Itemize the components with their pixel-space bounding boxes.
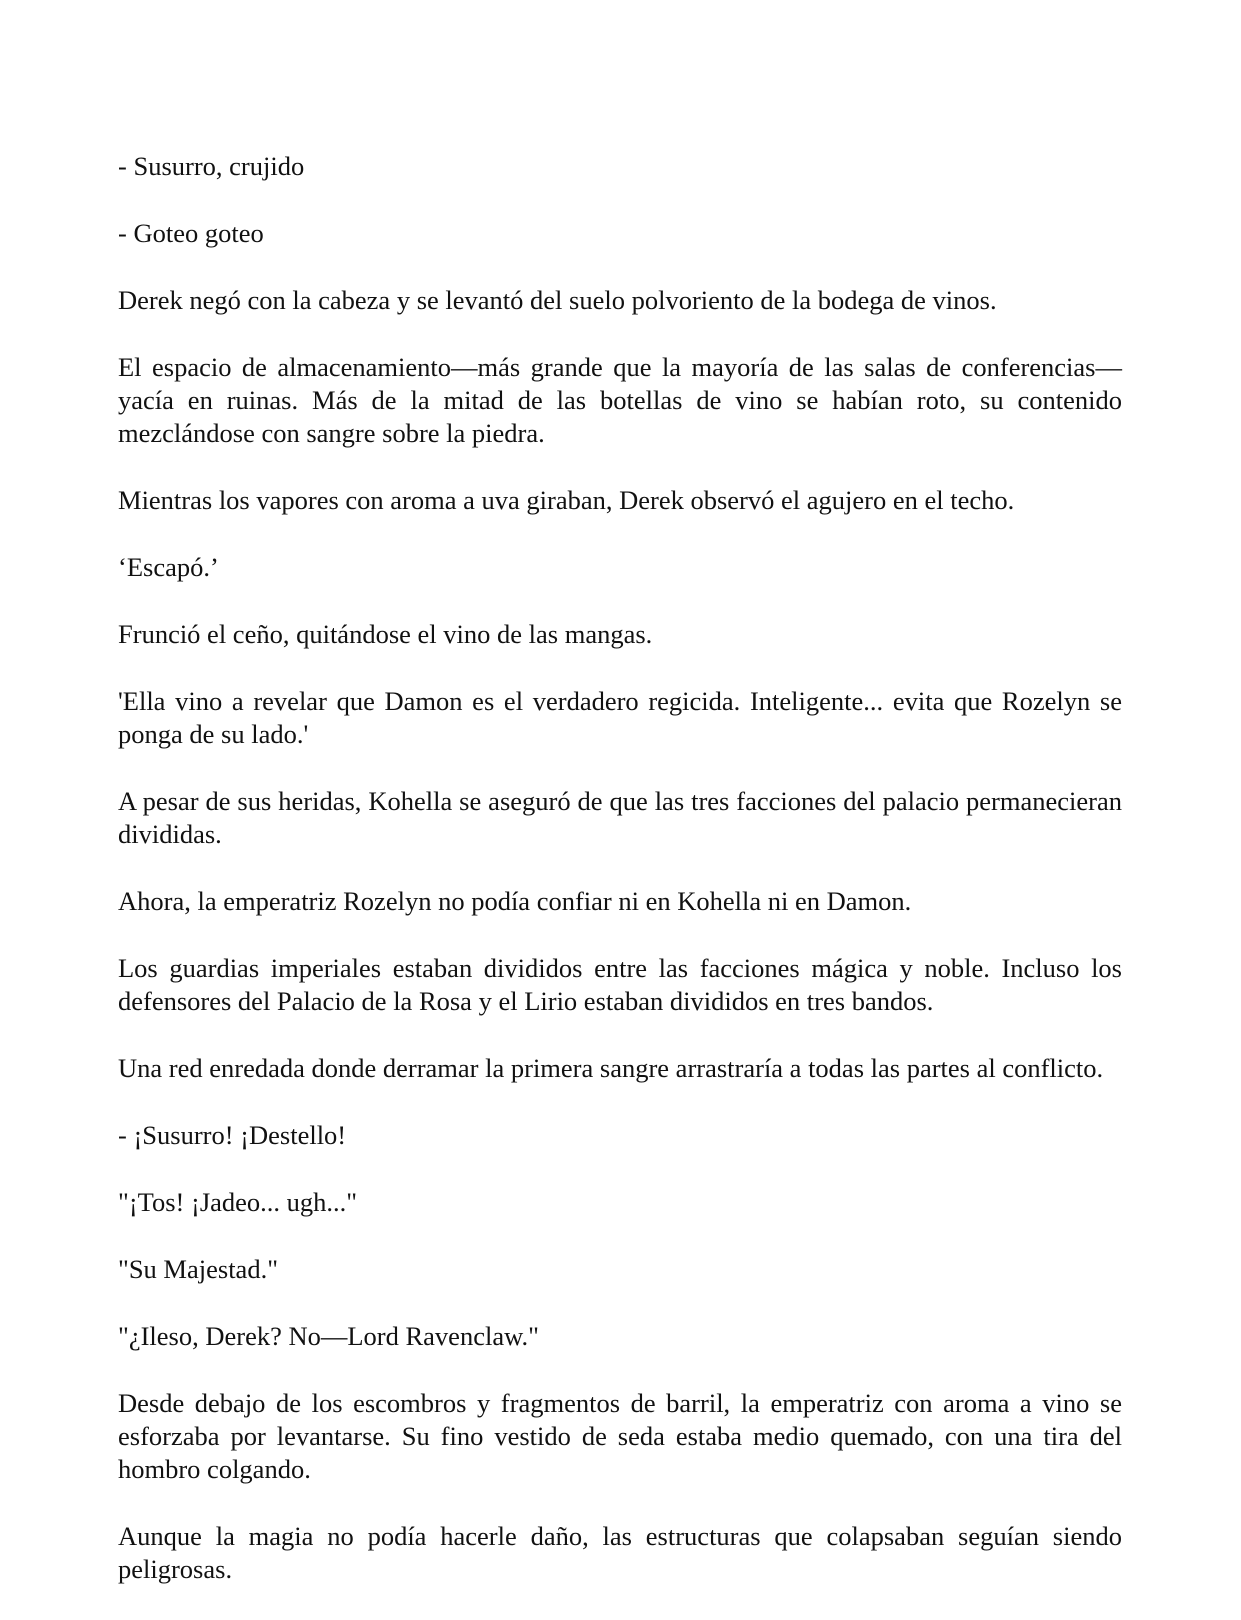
paragraph: El espacio de almacenamiento—más grande que la mayoría de las salas de conferencias—yacía en ruinas. Más de la mitad de las botellas de vino se habían roto, su contenido mezclándose con sangre sobre la piedra.	[118, 352, 1122, 448]
paragraph: 'Ella vino a revelar que Damon es el verdadero regicida. Inteligente... evita que Rozelyn se ponga de su lado.'	[118, 686, 1122, 749]
page-body	[118, 150, 1122, 1620]
paragraph: Una red enredada donde derramar la primera sangre arrastraría a todas las partes al conflicto.	[118, 1053, 1104, 1083]
paragraph: Los guardias imperiales estaban divididos entre las facciones mágica y noble. Incluso los defensores del Palacio de la Rosa y el Lirio estaban divididos en tres bandos.	[118, 953, 1122, 1016]
paragraph: Derek negó con la cabeza y se levantó del suelo polvoriento de la bodega de vinos.	[118, 285, 997, 315]
paragraph: Ahora, la emperatriz Rozelyn no podía confiar ni en Kohella ni en Damon.	[118, 886, 912, 916]
paragraph: - ¡Susurro! ¡Destello!	[118, 1120, 347, 1150]
paragraph: Frunció el ceño, quitándose el vino de las mangas.	[118, 619, 653, 649]
paragraph: A pesar de sus heridas, Kohella se aseguró de que las tres facciones del palacio permanecieran divididas.	[118, 786, 1122, 849]
paragraph: "¿Ileso, Derek? No—Lord Ravenclaw."	[118, 1321, 539, 1351]
paragraph: "¡Tos! ¡Jadeo... ugh..."	[118, 1187, 358, 1217]
paragraph: - Susurro, crujido	[118, 151, 305, 181]
paragraph: Mientras los vapores con aroma a uva giraban, Derek observó el agujero en el techo.	[118, 485, 1015, 515]
paragraph: "Su Majestad."	[118, 1254, 279, 1284]
paragraph: Desde debajo de los escombros y fragmentos de barril, la emperatriz con aroma a vino se esforzaba por levantarse. Su fino vestido de seda estaba medio quemado, con una tira del hombro colgando.	[118, 1388, 1122, 1484]
paragraph: Aunque la magia no podía hacerle daño, las estructuras que colapsaban seguían siendo peligrosas.	[118, 1521, 1122, 1584]
paragraph: ‘Escapó.’	[118, 552, 219, 582]
paragraph: - Goteo goteo	[118, 218, 264, 248]
